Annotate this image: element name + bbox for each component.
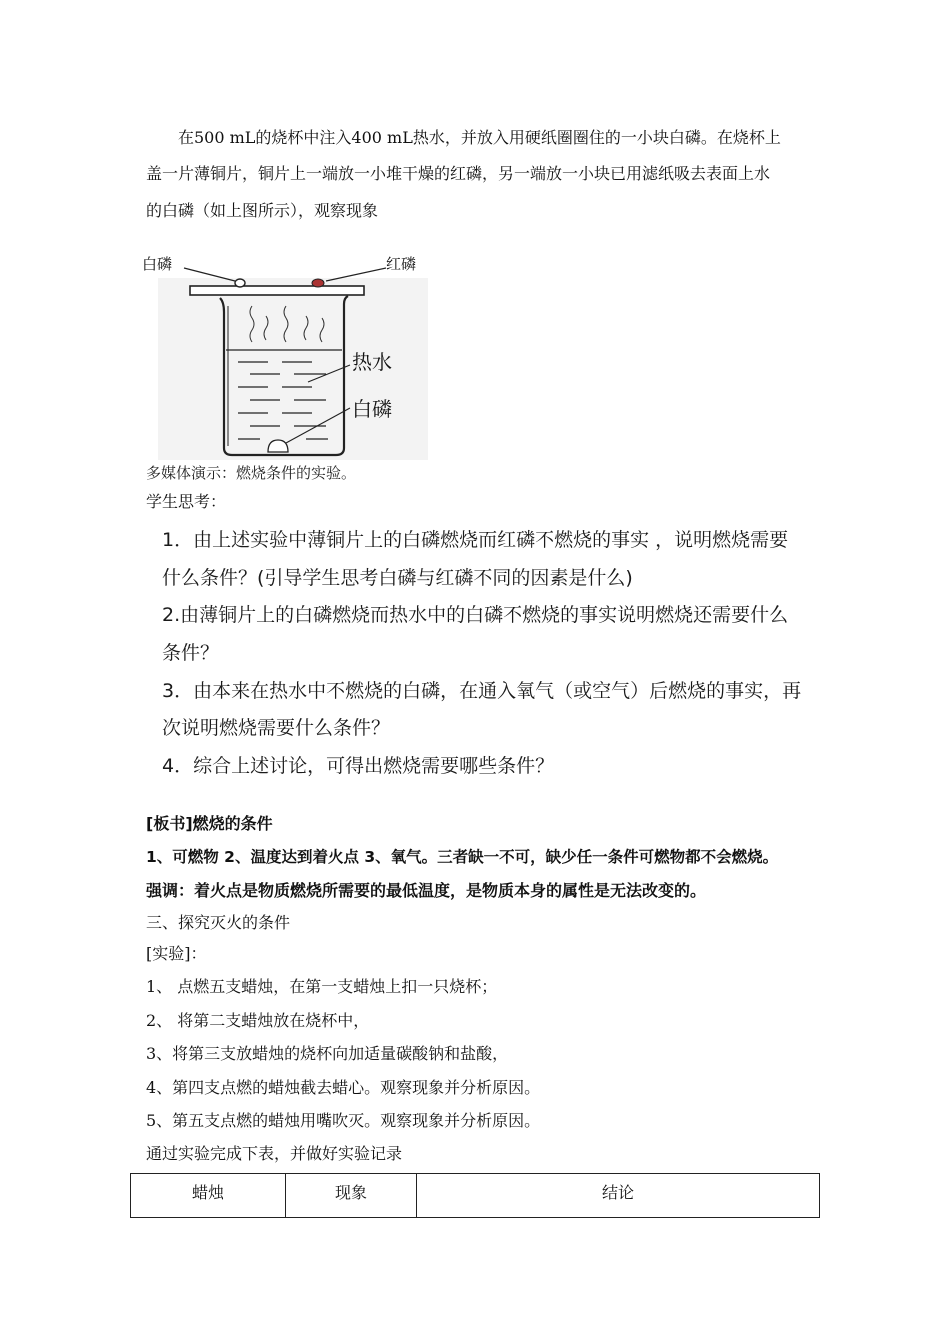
- question-3-line-2: 次说明燃烧需要什么条件？: [162, 717, 391, 739]
- board-emphasis: 强调：着火点是物质燃烧所需要的最低温度，是物质本身的属性是无法改变的。: [146, 881, 707, 900]
- record-table: [130, 1173, 820, 1218]
- section-3-heading: 三、探究灭火的条件: [146, 913, 291, 932]
- header-conclusion: 结论: [417, 1174, 820, 1218]
- label-white-phosphorus-water: 白磷: [352, 397, 392, 421]
- intro-line-2: 盖一片薄铜片，铜片上一端放一小堆干燥的红磷，另一端放一小块已用滤纸吸去表面上水: [146, 164, 771, 183]
- experiment-step-1: 1、 点燃五支蜡烛，在第一支蜡烛上扣一只烧杯；: [146, 977, 498, 996]
- figure-caption: 多媒体演示：燃烧条件的实验。: [146, 464, 357, 482]
- think-heading: 学生思考：: [146, 492, 227, 511]
- question-3-line-1: 3．由本来在热水中不燃烧的白磷，在通入氧气（或空气）后燃烧的事实，再: [162, 680, 802, 702]
- board-conditions: 1、可燃物 2、温度达到着火点 3、氧气。三者缺一不可，缺少任一条件可燃物都不会燃烧。: [146, 848, 779, 866]
- label-red-phosphorus: 红磷: [386, 255, 417, 273]
- question-4: 4．综合上述讨论，可得出燃烧需要哪些条件？: [162, 755, 555, 777]
- board-heading: [板书]燃烧的条件: [146, 814, 273, 833]
- header-candle: 蜡烛: [131, 1174, 286, 1218]
- table-intro: 通过实验完成下表，并做好实验记录: [146, 1144, 403, 1163]
- experiment-step-5: 5、第五支点燃的蜡烛用嘴吹灭。观察现象并分析原因。: [146, 1111, 541, 1130]
- copper-plate: [190, 286, 364, 295]
- question-1-line-1: 1．由上述实验中薄铜片上的白磷燃烧而红磷不燃烧的事实 ，说明燃烧需要: [162, 529, 789, 551]
- red-phosphorus-on-plate: [312, 279, 324, 287]
- experiment-figure: [140, 250, 440, 465]
- experiment-step-4: 4、第四支点燃的蜡烛截去蜡心。观察现象并分析原因。: [146, 1078, 541, 1097]
- intro-line-3: 的白磷（如上图所示），观察现象: [146, 201, 379, 220]
- header-phenomenon: 现象: [286, 1174, 417, 1218]
- label-hot-water: 热水: [352, 350, 392, 374]
- label-white-phosphorus-top: 白磷: [142, 255, 173, 273]
- question-1-line-2: 什么条件？(引导学生思考白磷与红磷不同的因素是什么): [162, 567, 633, 589]
- table-header-row: [131, 1174, 820, 1218]
- beaker-diagram: [140, 250, 440, 465]
- experiment-label: [实验]：: [146, 944, 207, 963]
- intro-line-1: 在500 mL的烧杯中注入400 mL热水，并放入用硬纸圈圈住的一小块白磷。在烧杯上: [178, 128, 781, 147]
- question-2-line-1: 2.由薄铜片上的白磷燃烧而热水中的白磷不燃烧的事实说明燃烧还需要什么: [162, 604, 789, 626]
- experiment-step-2: 2、 将第二支蜡烛放在烧杯中，: [146, 1011, 370, 1030]
- experiment-step-3: 3、将第三支放蜡烛的烧杯向加适量碳酸钠和盐酸，: [146, 1044, 509, 1063]
- question-2-line-2: 条件？: [162, 642, 220, 664]
- white-phosphorus-on-plate: [235, 279, 245, 287]
- white-phosphorus-in-water: [268, 440, 288, 452]
